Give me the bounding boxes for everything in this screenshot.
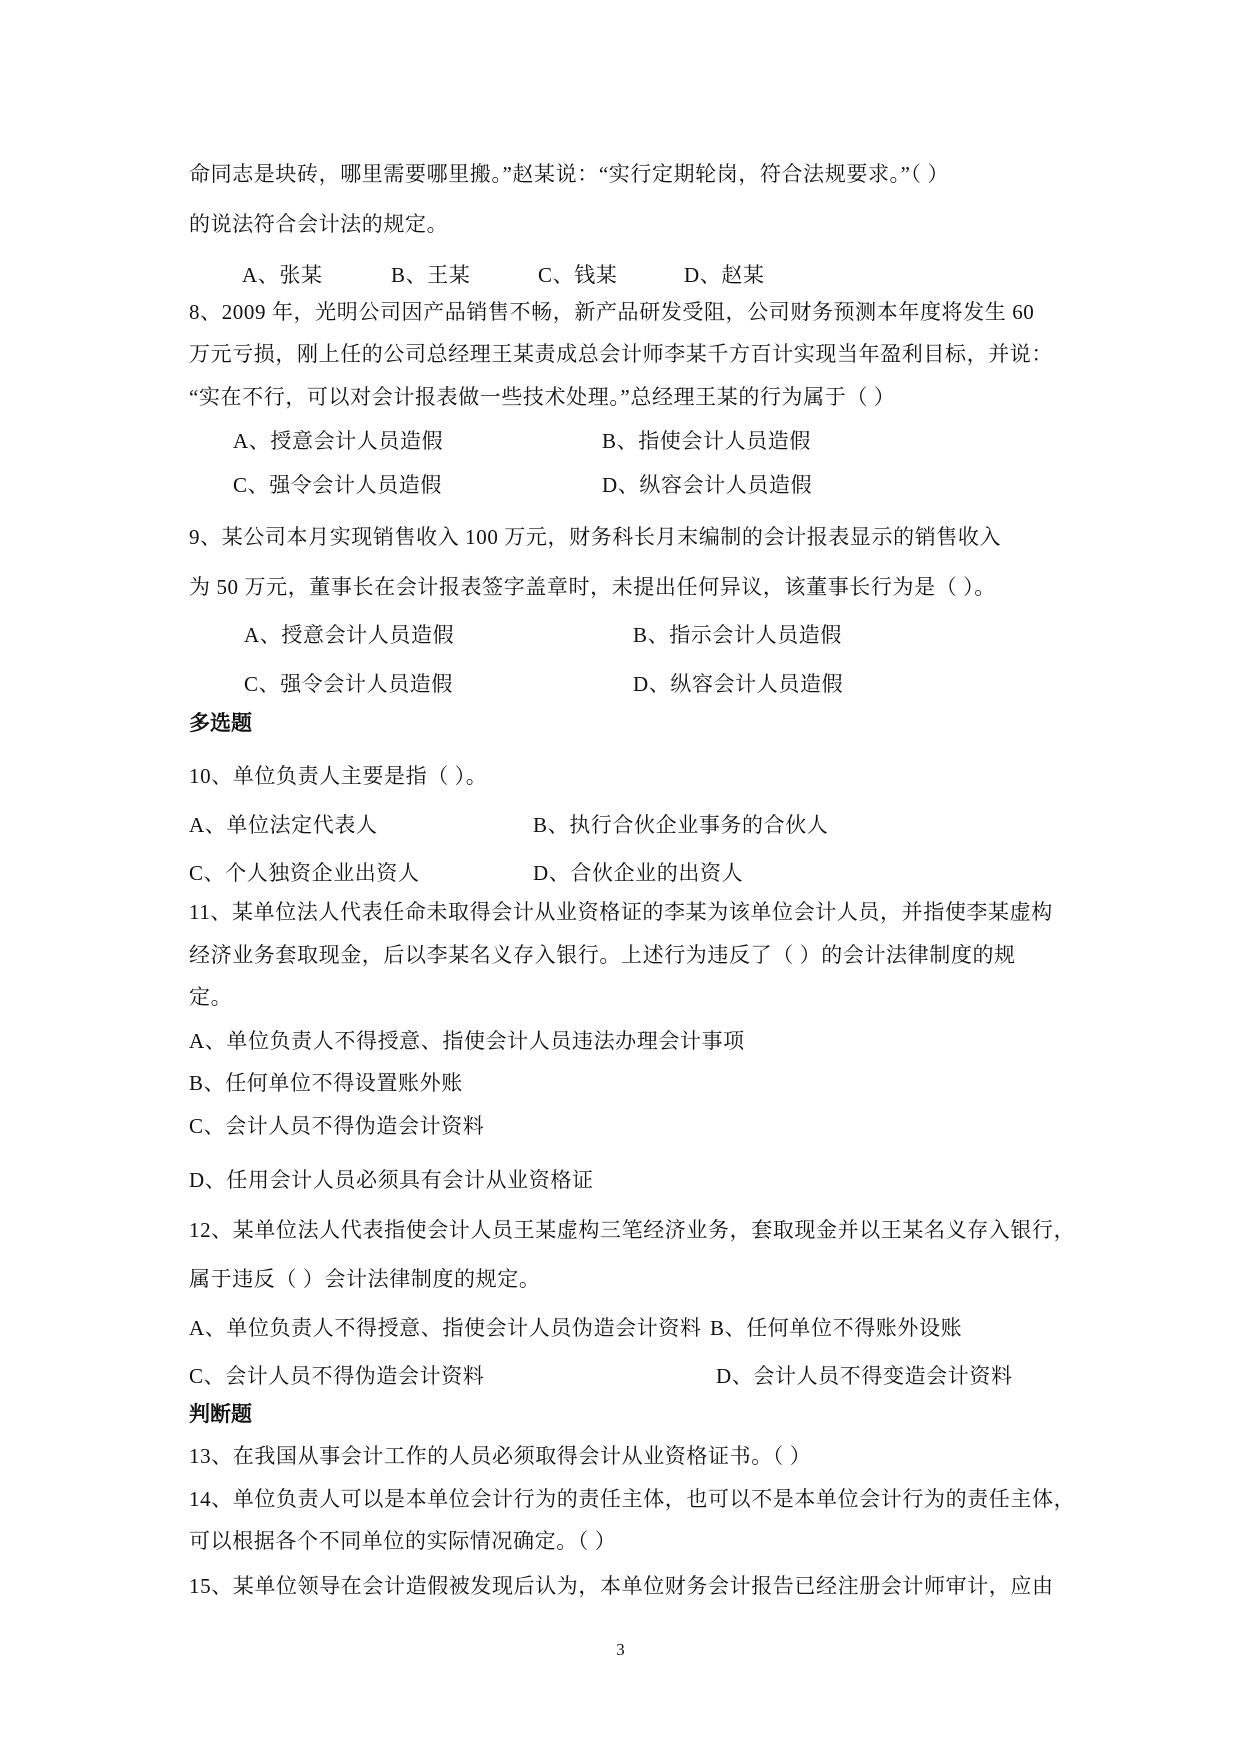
page-number: 3 (616, 1640, 625, 1659)
section-heading-multi: 多选题 (189, 711, 252, 735)
q8-option-a: A、授意会计人员造假 (233, 429, 444, 453)
q8-option-b: B、指使会计人员造假 (602, 429, 812, 453)
q9-line: 9、某公司本月实现销售收入 100 万元，财务科长月末编制的会计报表显示的销售收入 (189, 525, 1002, 549)
q13-line: 13、在我国从事会计工作的人员必须取得会计从业资格证书。（ ） (189, 1444, 812, 1468)
q14-line: 14、单位负责人可以是本单位会计行为的责任主体，也可以不是本单位会计行为的责任主体， (189, 1487, 1076, 1511)
q9-option-a: A、授意会计人员造假 (244, 623, 455, 647)
q11-option-b: B、任何单位不得设置账外账 (189, 1071, 463, 1095)
q7-line: 的说法符合会计法的规定。 (189, 212, 449, 236)
q12-option-c: C、会计人员不得伪造会计资料 (189, 1364, 485, 1388)
q12-line: 属于违反（ ）会计法律制度的规定。 (189, 1267, 541, 1291)
q9-option-b: B、指示会计人员造假 (633, 623, 843, 647)
q12-line: 12、某单位法人代表指使会计人员王某虚构三笔经济业务，套取现金并以王某名义存入银行， (189, 1218, 1076, 1242)
q8-line: 万元亏损，刚上任的公司总经理王某责成总会计师李某千方百计实现当年盈利目标，并说： (189, 342, 1053, 366)
q14-line: 可以根据各个不同单位的实际情况确定。（ ） (189, 1529, 617, 1553)
q10-option-b: B、执行合伙企业事务的合伙人 (533, 813, 829, 837)
section-heading-judge: 判断题 (189, 1402, 252, 1426)
q11-option-a: A、单位负责人不得授意、指使会计人员违法办理会计事项 (189, 1029, 745, 1053)
q7-option-d: D、赵某 (684, 263, 765, 287)
q11-line: 11、某单位法人代表任命未取得会计从业资格证的李某为该单位会计人员，并指使李某虚构 (189, 900, 1053, 924)
q8-option-c: C、强令会计人员造假 (233, 473, 443, 497)
q11-option-c: C、会计人员不得伪造会计资料 (189, 1114, 485, 1138)
q11-option-d: D、任用会计人员必须具有会计从业资格证 (189, 1168, 594, 1192)
q7-option-b: B、王某 (391, 263, 471, 287)
q7-line: 命同志是块砖，哪里需要哪里搬。”赵某说：“实行定期轮岗，符合法规要求。”（ ） (189, 162, 950, 186)
q9-line: 为 50 万元，董事长在会计报表签字盖章时，未提出任何异议，该董事长行为是（ ）。 (189, 575, 996, 599)
q8-option-d: D、纵容会计人员造假 (602, 473, 813, 497)
q11-line: 经济业务套取现金，后以李某名义存入银行。上述行为违反了（ ）的会计法律制度的规 (189, 943, 1016, 967)
q8-line: “实在不行，可以对会计报表做一些技术处理。”总经理王某的行为属于（ ） (189, 385, 896, 409)
q10-option-a: A、单位法定代表人 (189, 813, 378, 837)
q9-option-d: D、纵容会计人员造假 (633, 672, 844, 696)
q10-option-c: C、个人独资企业出资人 (189, 861, 420, 885)
q7-option-c: C、钱某 (538, 263, 618, 287)
q7-option-a: A、张某 (242, 263, 323, 287)
q12-option-a: A、单位负责人不得授意、指使会计人员伪造会计资料 (189, 1316, 702, 1340)
q10-line: 10、单位负责人主要是指（ ）。 (189, 764, 488, 788)
q9-option-c: C、强令会计人员造假 (244, 672, 454, 696)
q10-option-d: D、合伙企业的出资人 (533, 861, 744, 885)
q11-line: 定。 (189, 985, 233, 1009)
q8-line: 8、2009 年，光明公司因产品销售不畅，新产品研发受阻，公司财务预测本年度将发生 60 (189, 300, 1035, 324)
q15-line: 15、某单位领导在会计造假被发现后认为，本单位财务会计报告已经注册会计师审计，应由 (189, 1574, 1054, 1598)
q12-option-b: B、任何单位不得账外设账 (710, 1316, 963, 1340)
q12-option-d: D、会计人员不得变造会计资料 (716, 1364, 1013, 1388)
